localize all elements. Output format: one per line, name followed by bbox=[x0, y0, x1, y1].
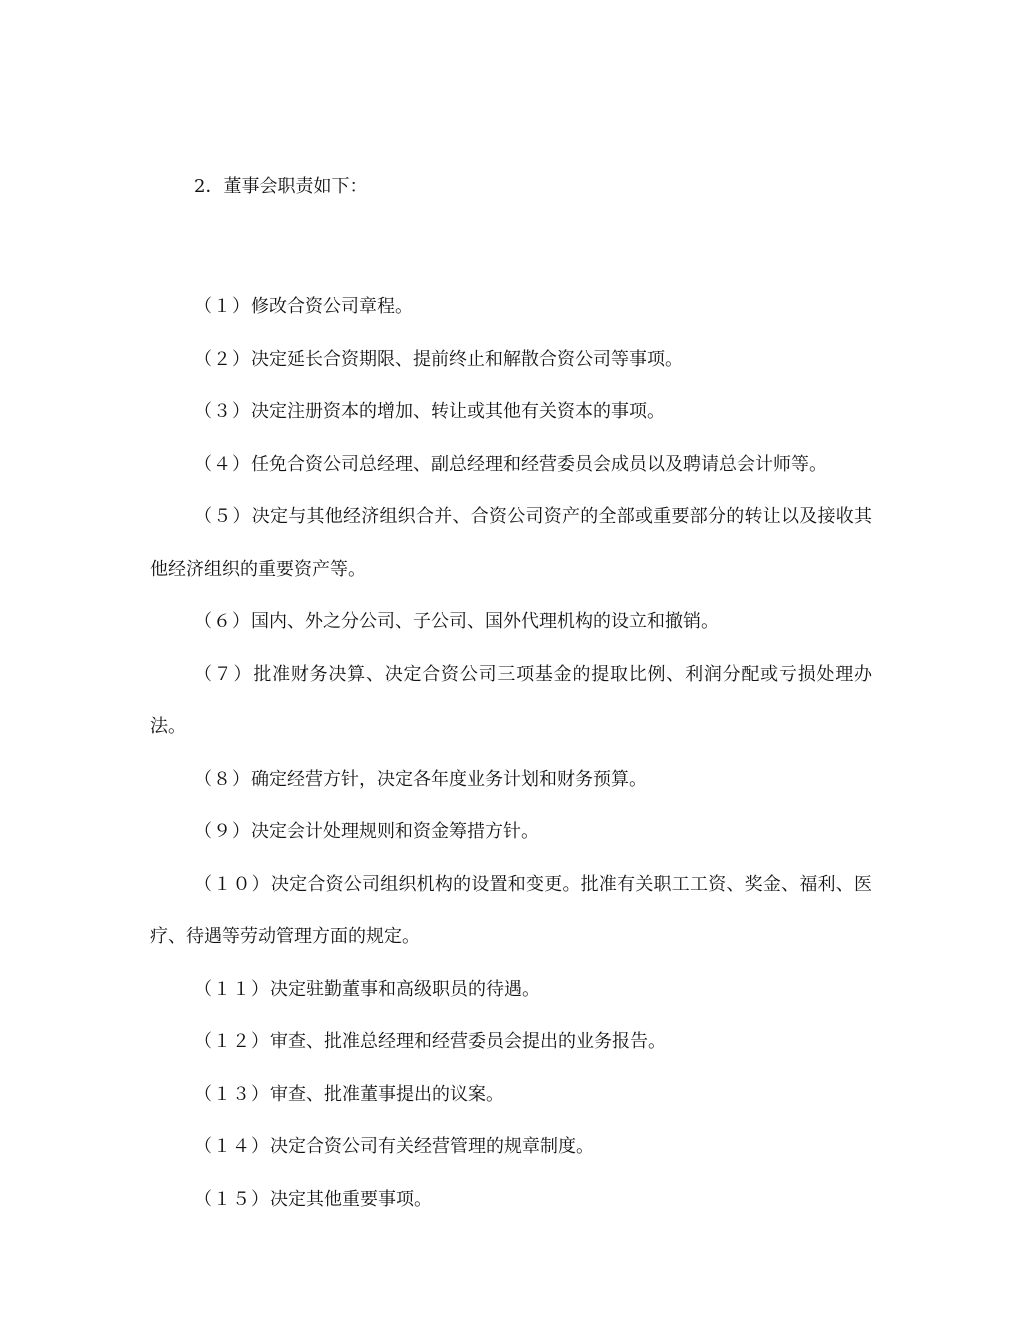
item-text: 修改合资公司章程。 bbox=[251, 296, 413, 317]
duty-item bbox=[150, 439, 872, 492]
duty-item bbox=[150, 859, 872, 964]
item-text: 决定其他重要事项。 bbox=[270, 1188, 432, 1210]
item-text: 决定延长合资期限、提前终止和解散合资公司等事项。 bbox=[251, 348, 683, 370]
item-text: 决定合资公司组织机构的设置和变更。批准有关职工工资、奖金、福利、医疗、待遇等劳动管理方面的规定。 bbox=[150, 873, 872, 947]
item-number: （３） bbox=[194, 401, 251, 422]
item-number: （６） bbox=[194, 611, 251, 632]
duty-item bbox=[150, 754, 872, 807]
duty-item bbox=[150, 1016, 872, 1069]
duty-item bbox=[150, 649, 872, 754]
item-number: （７） bbox=[194, 663, 254, 685]
document-body bbox=[150, 172, 872, 1226]
duties-list bbox=[150, 281, 872, 1226]
item-number: （１） bbox=[194, 296, 251, 317]
duty-item bbox=[150, 1069, 872, 1122]
item-text: 决定合资公司有关经营管理的规章制度。 bbox=[270, 1136, 594, 1157]
item-number: （１３） bbox=[194, 1083, 270, 1105]
duty-item bbox=[150, 281, 872, 334]
item-text: 批准财务决算、决定合资公司三项基金的提取比例、利润分配或亏损处理办法。 bbox=[150, 663, 873, 737]
item-number: （５） bbox=[194, 506, 252, 527]
item-number: （８） bbox=[194, 768, 251, 790]
item-text: 决定会计处理规则和资金筹措方针。 bbox=[251, 821, 539, 842]
duty-item bbox=[150, 491, 872, 596]
duty-item bbox=[150, 1121, 872, 1174]
item-number: （９） bbox=[194, 821, 251, 842]
item-number: （１１） bbox=[194, 978, 270, 1000]
item-text: 决定注册资本的增加、转让或其他有关资本的事项。 bbox=[251, 401, 665, 422]
item-text: 审查、批准总经理和经营委员会提出的业务报告。 bbox=[270, 1031, 666, 1052]
item-text: 国内、外之分公司、子公司、国外代理机构的设立和撤销。 bbox=[251, 611, 719, 632]
duty-item bbox=[150, 596, 872, 649]
section-heading: 2．董事会职责如下： bbox=[194, 176, 368, 197]
item-text: 确定经营方针，决定各年度业务计划和财务预算。 bbox=[251, 768, 647, 790]
item-number: （１２） bbox=[194, 1031, 270, 1052]
item-text: 决定驻勤董事和高级职员的待遇。 bbox=[270, 978, 540, 1000]
item-number: （１０） bbox=[194, 873, 271, 895]
duty-item bbox=[150, 1174, 872, 1227]
item-text: 决定与其他经济组织合并、合资公司资产的全部或重要部分的转让以及接收其他经济组织的重要资产等。 bbox=[150, 506, 872, 580]
item-text: 任免合资公司总经理、副总经理和经营委员会成员以及聘请总会计师等。 bbox=[251, 453, 827, 475]
item-number: （１５） bbox=[194, 1188, 270, 1210]
item-number: （１４） bbox=[194, 1136, 270, 1157]
item-number: （２） bbox=[194, 348, 251, 370]
item-number: （４） bbox=[194, 453, 251, 475]
duty-item bbox=[150, 386, 872, 439]
item-text: 审查、批准董事提出的议案。 bbox=[270, 1083, 504, 1105]
duty-item bbox=[150, 964, 872, 1017]
duty-item bbox=[150, 806, 872, 859]
duty-item bbox=[150, 334, 872, 387]
